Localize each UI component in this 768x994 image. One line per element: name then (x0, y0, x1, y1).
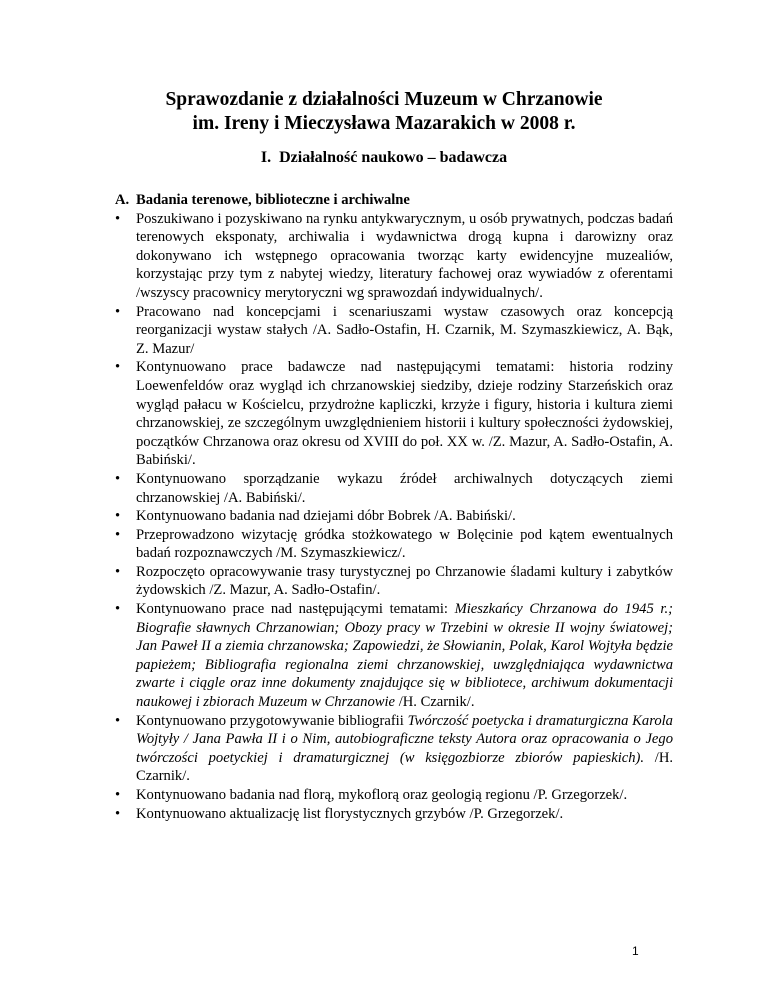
document-title-line-2: im. Ireny i Mieczysława Mazarakich w 2008 r. (192, 113, 576, 134)
bullet-icon: • (115, 787, 121, 803)
list-item-text: Przeprowadzono wizytację gródka stożkowatego w Bolęcinie pod kątem ewentualnych badań rozpoznawczych /M. Szymaszkiewicz/. (136, 526, 673, 562)
list-item-text-prefix: Kontynuowano prace nad następującymi tematami: (136, 601, 455, 618)
document-body (115, 191, 673, 823)
list-item-text: Rozpoczęto opracowywanie trasy turystycznej po Chrzanowie śladami kultury i zabytków żydowskich /Z. Mazur, A. Sadło-Ostafin/. (136, 563, 673, 599)
list-item-text: Kontynuowano badania nad florą, mykoflorą oraz geologią regionu /P. Grzegorzek/. (136, 787, 628, 803)
bullet-icon: • (115, 563, 121, 580)
list-item (115, 805, 673, 824)
list-item-text-suffix: /H. Czarnik/. (136, 749, 674, 785)
list-item (115, 358, 673, 470)
list-item-text: Kontynuowano aktualizację list florystycznych grzybów /P. Grzegorzek/. (136, 805, 564, 822)
bullet-icon: • (115, 210, 121, 227)
list-item-text: Kontynuowano sporządzanie wykazu źródeł archiwalnych dotyczących ziemi chrzanowskiej /A. Babiński/. (136, 470, 673, 506)
list-item (115, 563, 673, 600)
bullet-icon: • (115, 601, 121, 618)
bullet-list (115, 210, 673, 824)
bullet-icon: • (115, 303, 121, 320)
list-item-text: Pracowano nad koncepcjami i scenariuszami wystaw czasowych oraz koncepcją reorganizacji wystaw stałych /A. Sadło-Ostafin, H. Czarnik, M. Szymaszkiewicz, A. Bąk, Z. Mazur/ (136, 303, 673, 357)
list-item-text-prefix: Kontynuowano przygotowywanie bibliografii (136, 712, 408, 729)
chapter-heading (0, 148, 768, 168)
list-item (115, 712, 673, 786)
document-title (0, 88, 768, 136)
list-item (115, 526, 673, 563)
document-title-line-1: Sprawozdanie z działalności Muzeum w Chrzanowie (165, 89, 603, 110)
page-number: 1 (632, 944, 639, 958)
list-item-text-suffix: /H. Czarnik/. (395, 694, 475, 711)
list-item (115, 470, 673, 507)
list-item (115, 600, 673, 712)
list-item (115, 210, 673, 303)
list-item-text: Kontynuowano prace badawcze nad następującymi tematami: historia rodziny Loewenfeldów oraz wygląd ich chrzanowskiej siedziby, dzieje rodziny Starzeńskich oraz wygląd pałacu w Kościelcu, przydrożne kapliczki, krzyże i figury, historia i kultura ziemi chrzanowskiej, ze szczególnym uwzględnieniem historii i kultury społeczności żydowskiej, początków Chrzanowa oraz okresu od XVIII do poł. XX w. /Z. Mazur, A. Sadło-Ostafin, A. Babiński/. (136, 359, 673, 469)
bullet-icon: • (115, 805, 121, 822)
list-item-text-italic: Twórczość poetycka i dramaturgiczna Karola Wojtyły / Jana Pawła II i o Nim, autobiograficzne teksty Autora oraz opracowania o Jego twórczości poetyckiej i dramaturgicznej (w księgozbiorze zbiorów papieskich). (136, 712, 673, 766)
list-item (115, 303, 673, 359)
list-item (115, 507, 673, 526)
section-letter: A. (115, 192, 130, 208)
bullet-icon: • (115, 470, 121, 487)
bullet-icon: • (115, 712, 121, 729)
list-item-text-italic: Mieszkańcy Chrzanowa do 1945 r.; Biografie sławnych Chrzanowian; Obozy pracy w Trzebini w okresie II wojny światowej; Jan Paweł II a ziemia chrzanowska; Zapowiedzi, że Słowianin, Polak, Karol Wojtyła będzie papieżem; Bibliografia regionalna ziemi chrzanowskiej, uwzględniająca wydawnictwa zwarte i ciągle oraz inne dokumenty znajdujące się w bibliotece, archiwum dokumentacji naukowej i zbiorach Muzeum w Chrzanowie (136, 601, 673, 711)
section-title: Badania terenowe, biblioteczne i archiwalne (136, 192, 410, 208)
bullet-icon: • (115, 359, 121, 376)
bullet-icon: • (115, 526, 121, 543)
bullet-icon: • (115, 508, 121, 525)
list-item-text: Kontynuowano badania nad dziejami dóbr Bobrek /A. Babiński/. (136, 508, 516, 525)
list-item-text: Poszukiwano i pozyskiwano na rynku antykwarycznym, u osób prywatnych, podczas badań terenowych eksponaty, archiwalia i wydawnictwa drogą kupna i darowizny oraz dokonywano ich wstępnego opracowania tworząc karty ewidencyjne muzealiów, korzystając przy tym z nabytej wiedzy, literatury fachowej oraz wywiadów z oferentami /wszyscy pracownicy merytoryczni wg sprawozdań indywidualnych/. (136, 210, 673, 301)
section-heading (115, 191, 673, 210)
chapter-number: I. (260, 149, 272, 166)
chapter-title: Działalność naukowo – badawcza (279, 149, 508, 166)
list-item (115, 786, 673, 805)
